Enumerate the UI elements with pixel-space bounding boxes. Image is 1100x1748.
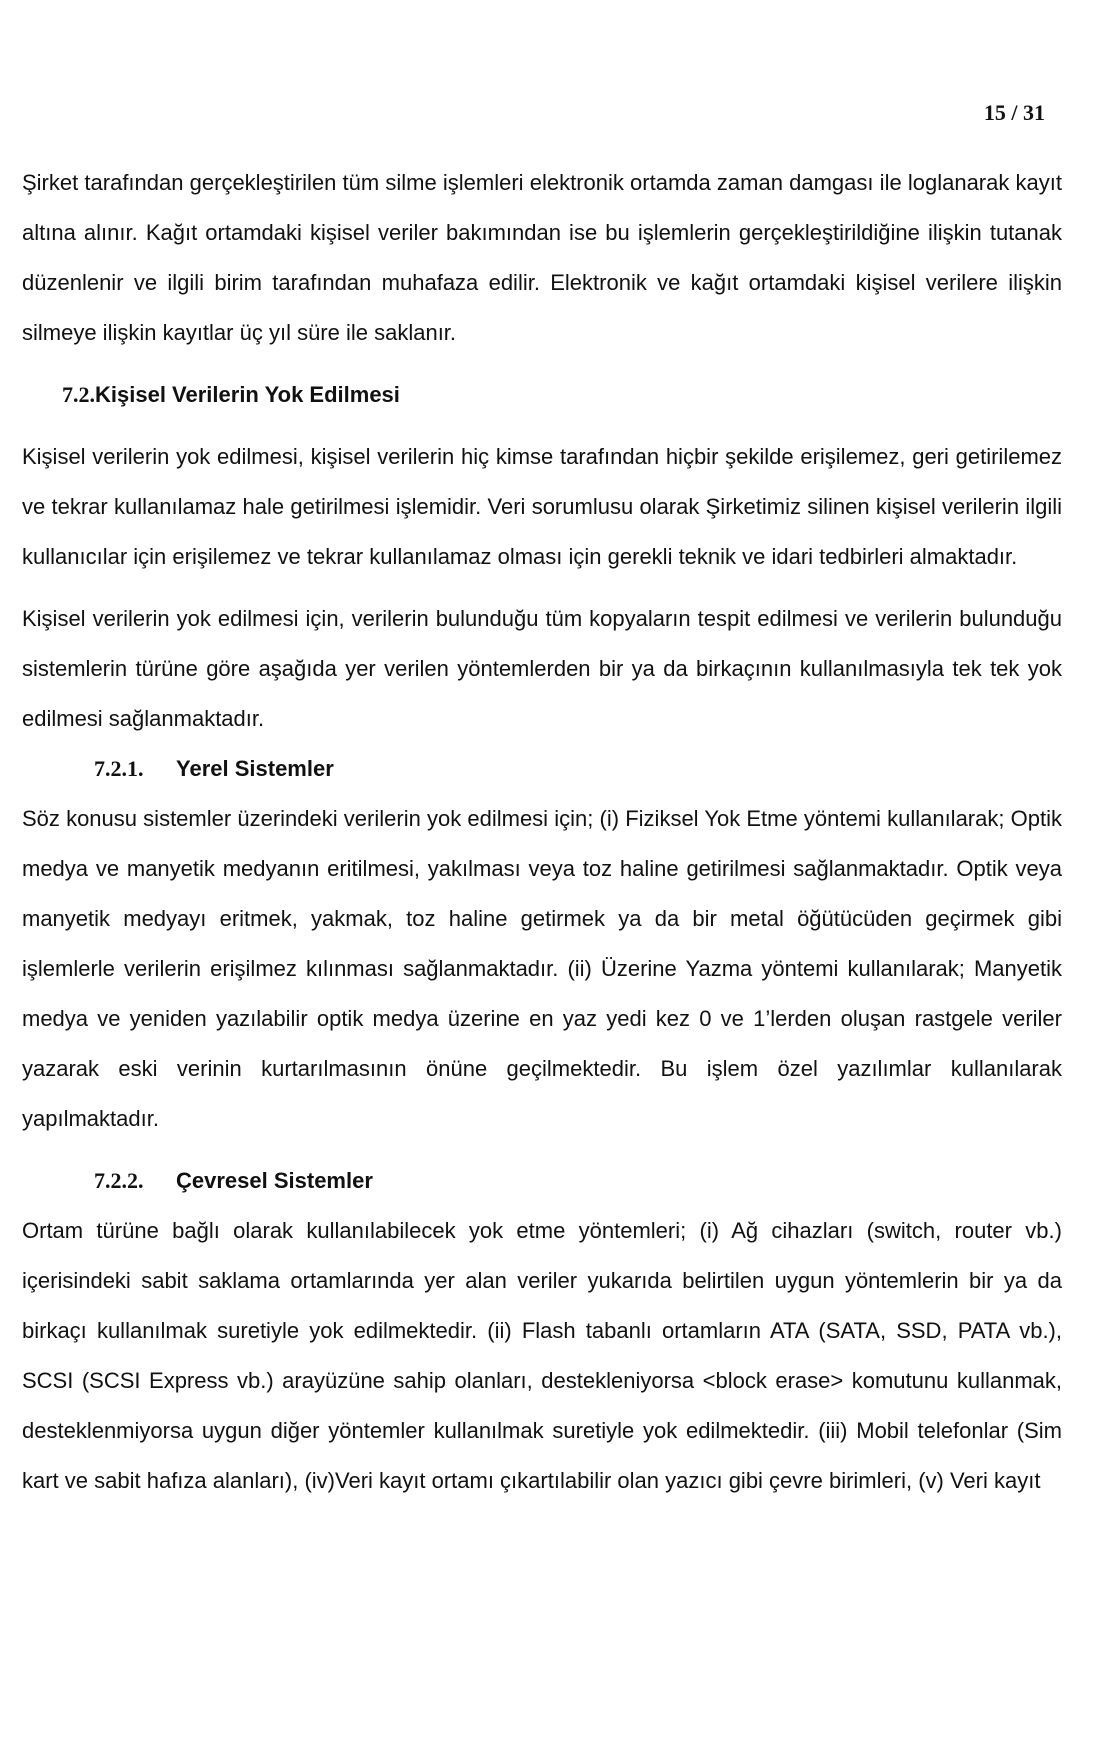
section-heading-7-2 <box>22 370 1062 420</box>
section-number: 7.2.1. <box>94 756 144 781</box>
paragraph-deletion-records: Şirket tarafından gerçekleştirilen tüm silme işlemleri elektronik ortamda zaman damgası ile loglanarak kayıt altına alınır. Kağıt ortamdaki kişisel veriler bakımından ise bu işlemlerin gerçekleştirildiğine ilişkin tutanak düzenlenir ve ilgili birim tarafından muhafaza edilir. Elektronik ve kağıt ortamdaki kişisel verilere ilişkin silmeye ilişkin kayıtlar üç yıl süre ile saklanır. <box>22 170 1062 345</box>
document-body <box>22 158 1062 1506</box>
section-number: 7.2.2. <box>94 1168 144 1193</box>
section-title: Yerel Sistemler <box>176 756 334 781</box>
paragraph-local-systems: Söz konusu sistemler üzerindeki verilerin yok edilmesi için; (i) Fiziksel Yok Etme yöntemi kullanılarak; Optik medya ve manyetik medyanın eritilmesi, yakılması veya toz haline getirilmesi sağlanmaktadır. Optik veya manyetik medyayı eritmek, yakmak, toz haline getirmek ya da bir metal öğütücüden geçirmek gibi işlemlerle verilerin erişilmez kılınması sağlanmaktadır. (ii) Üzerine Yazma yöntemi kullanılarak; Manyetik medya ve yeniden yazılabilir optik medya üzerine en yaz yedi kez 0 ve 1’lerden oluşan rastgele veriler yazarak eski verinin kurtarılmasının önüne geçilmektedir. Bu işlem özel yazılımlar kullanılarak yapılmaktadır. <box>22 806 1062 1131</box>
section-title: Kişisel Verilerin Yok Edilmesi <box>95 382 400 407</box>
section-number: 7.2. <box>62 382 95 407</box>
paragraph-destruction-methods: Kişisel verilerin yok edilmesi için, verilerin bulunduğu tüm kopyaların tespit edilmesi ve verilerin bulunduğu sistemlerin türüne göre aşağıda yer verilen yöntemlerden bir ya da birkaçının kullanılmasıyla tek tek yok edilmesi sağlanmaktadır. <box>22 606 1062 731</box>
section-title: Çevresel Sistemler <box>176 1168 373 1193</box>
section-heading-7-2-2 <box>22 1156 1062 1206</box>
paragraph-destruction-definition: Kişisel verilerin yok edilmesi, kişisel verilerin hiç kimse tarafından hiçbir şekilde erişilemez, geri getirilemez ve tekrar kullanılamaz hale getirilmesi işlemidir. Veri sorumlusu olarak Şirketimiz silinen kişisel verilerin ilgili kullanıcılar için erişilemez ve tekrar kullanılamaz olması için gerekli teknik ve idari tedbirleri almaktadır. <box>22 444 1062 569</box>
section-heading-7-2-1 <box>22 744 1062 794</box>
paragraph-peripheral-systems: Ortam türüne bağlı olarak kullanılabilecek yok etme yöntemleri; (i) Ağ cihazları (switch, router vb.) içerisindeki sabit saklama ortamlarında yer alan veriler yukarıda belirtilen uygun yöntemlerin bir ya da birkaçı kullanılmak suretiyle yok edilmektedir. (ii) Flash tabanlı ortamların ATA (SATA, SSD, PATA vb.), SCSI (SCSI Express vb.) arayüzüne sahip olanları, destekleniyorsa <block erase> komutunu kullanmak, desteklenmiyorsa uygun diğer yöntemler kullanılmak suretiyle yok edilmektedir. (iii) Mobil telefonlar (Sim kart ve sabit hafıza alanları), (iv)Veri kayıt ortamı çıkartılabilir olan yazıcı gibi çevre birimleri, (v) Veri kayıt <box>22 1218 1062 1493</box>
page-number: 15 / 31 <box>983 100 1045 125</box>
